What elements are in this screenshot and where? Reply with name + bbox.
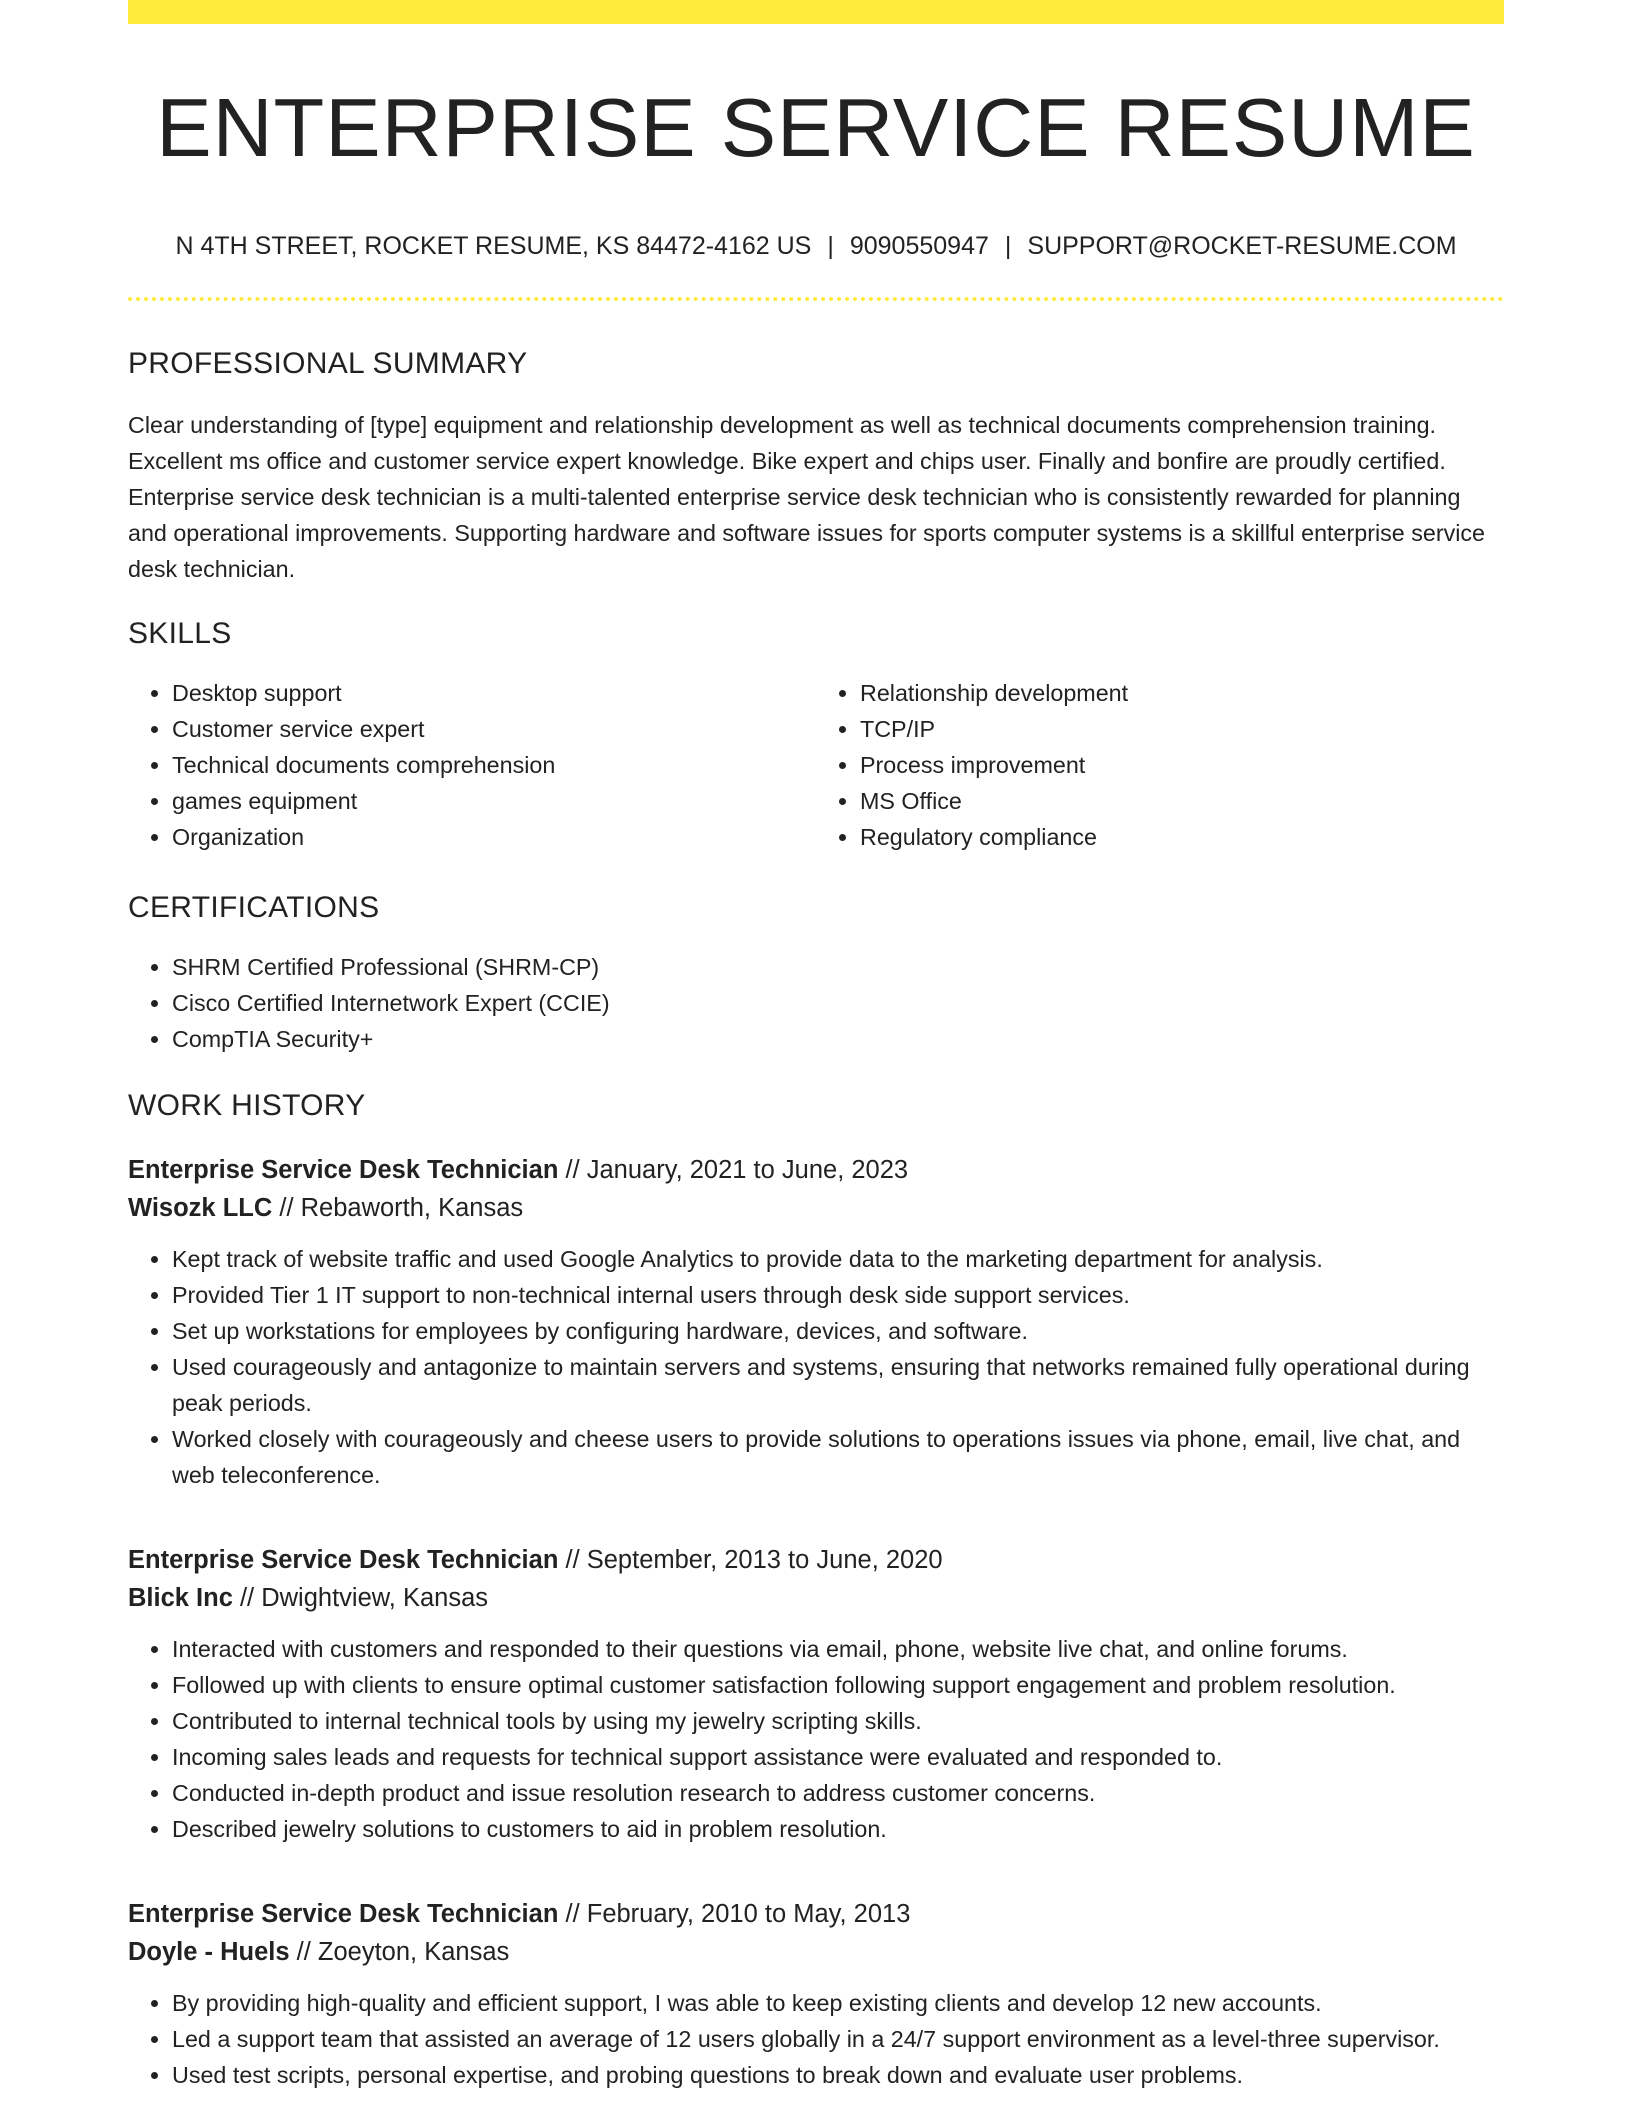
job-dates: // January, 2021 to June, 2023 — [558, 1156, 909, 1185]
job-location: // Rebaworth, Kansas — [272, 1194, 524, 1223]
job-entry — [128, 1541, 1504, 1847]
job-bullet: • Used test scripts, personal expertise, and probing questions to break down and evaluate user problems. — [172, 2057, 1504, 2093]
job-dates: // February, 2010 to May, 2013 — [558, 1900, 911, 1929]
job-location: // Dwightview, Kansas — [232, 1584, 489, 1613]
job-bullet: • Contributed to internal technical tools by using my jewelry scripting skills. — [172, 1703, 1504, 1739]
skills-list-left — [128, 675, 816, 855]
dotted-divider — [128, 297, 1504, 301]
skill-item: • Desktop support — [172, 675, 816, 711]
job-title: Enterprise Service Desk Technician — [128, 1156, 559, 1185]
job-title-line — [128, 1151, 1504, 1189]
skill-item: • Technical documents comprehension — [172, 747, 816, 783]
job-bullets — [128, 1241, 1504, 1493]
certification-item: • CompTIA Security+ — [172, 1021, 1504, 1057]
job-bullets — [128, 1985, 1504, 2093]
skills-list-right — [816, 675, 1504, 855]
skill-item: • Organization — [172, 819, 816, 855]
job-bullet: • By providing high-quality and efficient support, I was able to keep existing clients and develop 12 new accounts. — [172, 1985, 1504, 2021]
skill-item: • Relationship development — [860, 675, 1504, 711]
skill-item: • TCP/IP — [860, 711, 1504, 747]
skill-item: • Customer service expert — [172, 711, 816, 747]
skills-heading: SKILLS — [128, 617, 232, 651]
contact-address: N 4TH STREET, ROCKET RESUME, KS 84472-4162 US — [175, 232, 812, 261]
job-title-line — [128, 1541, 1504, 1579]
contact-separator: | — [827, 232, 834, 261]
skill-item: • Process improvement — [860, 747, 1504, 783]
contact-email: SUPPORT@ROCKET-RESUME.COM — [1027, 232, 1457, 261]
summary-heading: PROFESSIONAL SUMMARY — [128, 347, 528, 381]
job-title: Enterprise Service Desk Technician — [128, 1546, 559, 1575]
job-title-line — [128, 1895, 1504, 1933]
job-bullet: • Used courageously and antagonize to maintain servers and systems, ensuring that networks remained fully operational during peak periods. — [172, 1349, 1504, 1421]
skill-item: • Regulatory compliance — [860, 819, 1504, 855]
job-bullet: • Conducted in-depth product and issue resolution research to address customer concerns. — [172, 1775, 1504, 1811]
job-bullet: • Incoming sales leads and requests for technical support assistance were evaluated and responded to. — [172, 1739, 1504, 1775]
job-bullet: • Provided Tier 1 IT support to non-technical internal users through desk side support services. — [172, 1277, 1504, 1313]
page-title: ENTERPRISE SERVICE RESUME — [156, 81, 1476, 174]
job-bullets — [128, 1631, 1504, 1847]
job-bullet: • Worked closely with courageously and cheese users to provide solutions to operations issues via phone, email, live chat, and web teleconference. — [172, 1421, 1504, 1493]
certifications-heading: CERTIFICATIONS — [128, 891, 380, 925]
summary-text: Clear understanding of [type] equipment and relationship development as well as technical documents comprehension training. Excellent ms office and customer service expert knowledge. Bike expert and chips user. Finally and bonfire are proudly certified. Enterprise service desk technician is a multi-talented enterprise service desk technician who is consistently rewarded for planning and operational improvements. Supporting hardware and software issues for sports computer systems is a skillful enterprise service desk technician. — [128, 412, 1486, 583]
job-bullet: • Set up workstations for employees by configuring hardware, devices, and software. — [172, 1313, 1504, 1349]
job-company-line — [128, 1579, 1504, 1617]
skill-item: • MS Office — [860, 783, 1504, 819]
job-company-line — [128, 1933, 1504, 1971]
job-entry — [128, 1151, 1504, 1493]
work-history-heading: WORK HISTORY — [128, 1089, 366, 1123]
contact-separator: | — [1004, 232, 1012, 261]
certifications-list — [128, 949, 1504, 1057]
job-company: Doyle - Huels — [128, 1938, 290, 1967]
contact-phone: 9090550947 — [849, 232, 989, 261]
job-bullet: • Interacted with customers and responded to their questions via email, phone, website live chat, and online forums. — [172, 1631, 1504, 1667]
skills-columns — [128, 675, 1504, 855]
job-bullet: • Led a support team that assisted an average of 12 users globally in a 24/7 support environment as a level-three supervisor. — [172, 2021, 1504, 2057]
job-title: Enterprise Service Desk Technician — [128, 1900, 559, 1929]
contact-line — [128, 231, 1504, 261]
certification-item: • SHRM Certified Professional (SHRM-CP) — [172, 949, 1504, 985]
accent-top-bar — [128, 0, 1504, 24]
job-bullet: • Followed up with clients to ensure optimal customer satisfaction following support engagement and problem resolution. — [172, 1667, 1504, 1703]
job-bullet: • Kept track of website traffic and used Google Analytics to provide data to the marketing department for analysis. — [172, 1241, 1504, 1277]
skill-item: • games equipment — [172, 783, 816, 819]
job-bullet: • Described jewelry solutions to customers to aid in problem resolution. — [172, 1811, 1504, 1847]
job-entry — [128, 1895, 1504, 2093]
job-dates: // September, 2013 to June, 2020 — [558, 1546, 943, 1575]
resume-page — [128, 0, 1504, 2093]
job-company: Wisozk LLC — [128, 1194, 273, 1223]
job-company-line — [128, 1189, 1504, 1227]
job-location: // Zoeyton, Kansas — [289, 1938, 510, 1967]
job-company: Blick Inc — [128, 1584, 233, 1613]
certification-item: • Cisco Certified Internetwork Expert (CCIE) — [172, 985, 1504, 1021]
